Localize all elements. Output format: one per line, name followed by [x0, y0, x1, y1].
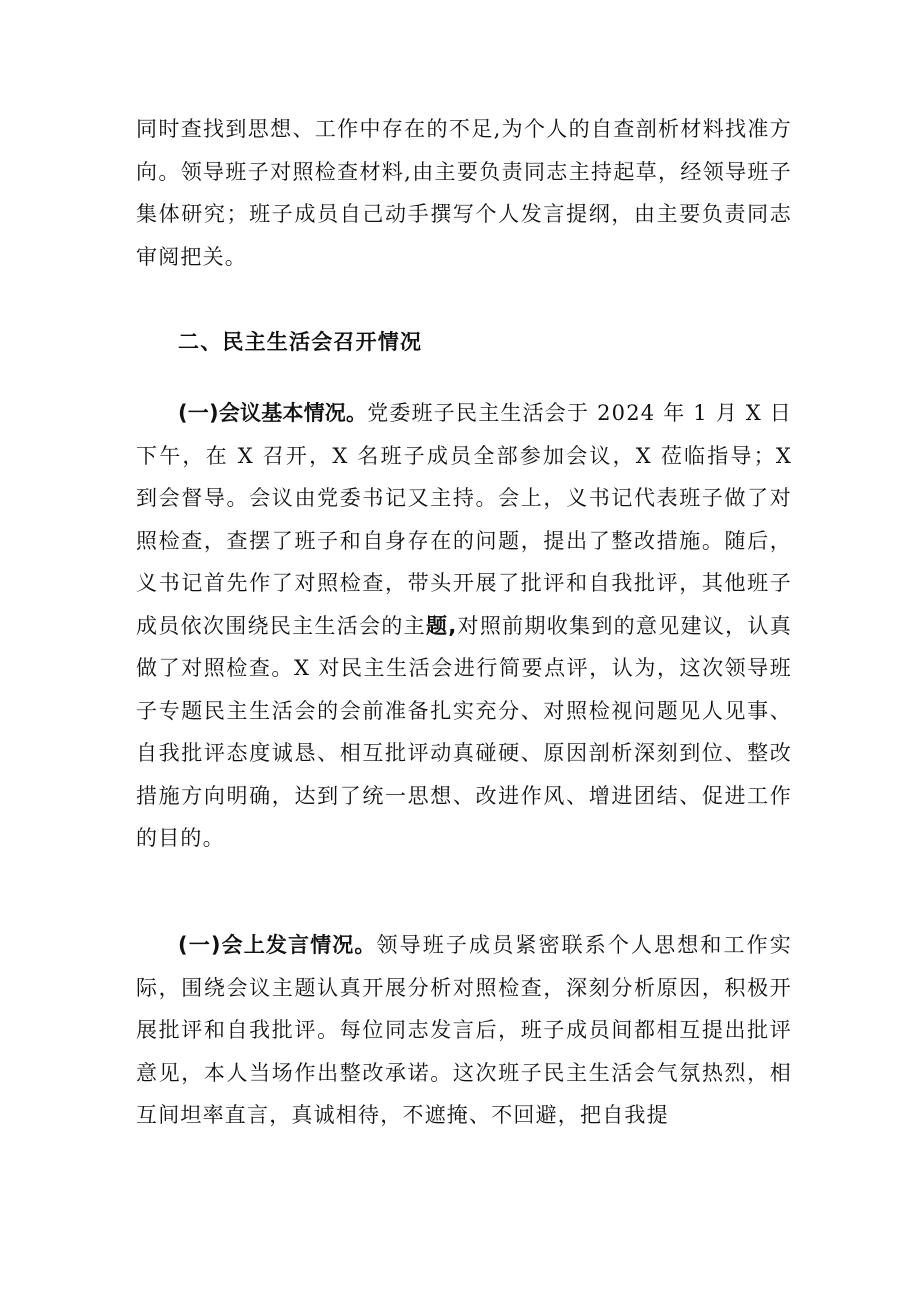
- paragraph-text: 领导班子成员紧密联系个人思想和工作实际，围绕会议主题认真开展分析对照检查，深刻分析原因，积极开展批评和自我批评。每位同志发言后，班子成员间都相互提出批评意见，本人当场作出整改承诺。这次班子民主生活会气氛热烈，相互间坦率直言，真诚相待，不遮掩、不回避，把自我提: [136, 933, 792, 1127]
- paragraph-lead-heading: (一)会上发言情况。: [178, 933, 377, 957]
- paragraph-body: [136, 924, 792, 1137]
- paragraph-lead-heading: (一)会议基本情况。: [178, 401, 368, 425]
- paragraph-text-continued: 对照前期收集到的意见建议，认真做了对照检查。X 对民主生活会进行简要点评，认为，这次领导班子专题民主生活会的会前准备扎实充分、对照检视问题见人见事、自我批评态度诚恳、相互批评动真碰硬、原因剖析深刻到位、整改措施方向明确，达到了统一思想、改进作风、增进团结、促进工作的目的。: [136, 613, 792, 850]
- paragraph-preparation: [136, 108, 792, 278]
- section-heading: 二、民主生活会召开情况: [178, 330, 423, 354]
- paragraph-speeches: [136, 924, 792, 1137]
- paragraph-text: 同时查找到思想、工作中存在的不足,为个人的自查剖析材料找准方向。领导班子对照检查材料,由主要负责同志主持起草，经领导班子集体研究；班子成员自己动手撰写个人发言提纲，由主要负责同志审阅把关。: [136, 117, 792, 269]
- emphasized-text: 题,: [425, 613, 458, 638]
- paragraph-meeting-basics: [136, 392, 792, 860]
- paragraph-text: 党委班子民主生活会于 2024 年 1 月 X 日下午，在 X 召开，X 名班子成员全部参加会议，X 莅临指导；X 到会督导。会议由党委书记又主持。会上，义书记代表班子做了对照检查，查摆了班子和自身存在的问题，提出了整改措施。随后，义书记首先作了对照检查，带头开展了批评和自我批评，其他班子成员依次围绕民主生活会的主: [136, 401, 793, 638]
- paragraph-body: [136, 392, 792, 860]
